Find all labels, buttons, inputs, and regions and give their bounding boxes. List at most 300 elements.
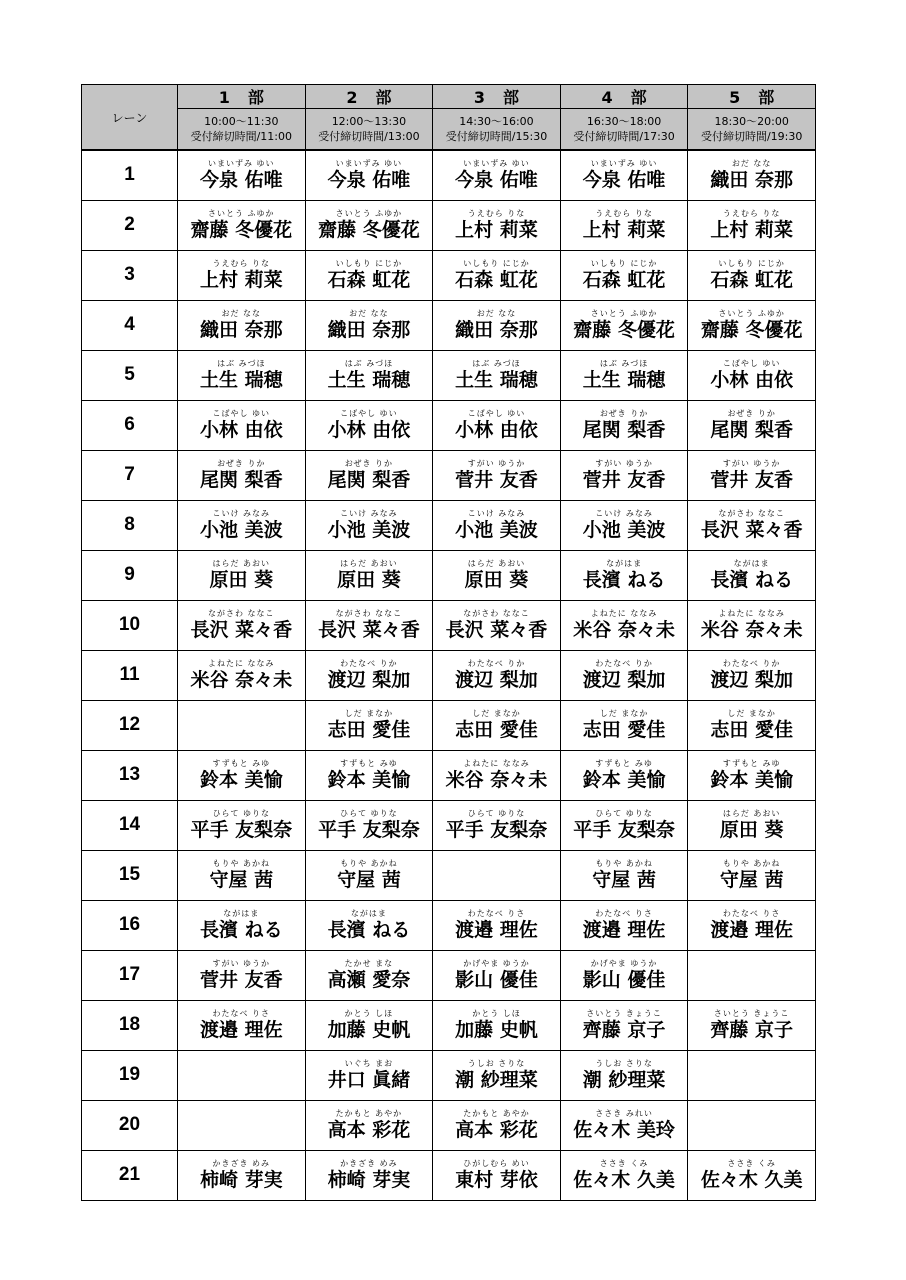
- part-2-heading: [305, 85, 433, 109]
- member-name: 井口 眞緒: [327, 1069, 411, 1091]
- member-name: 小池 美波: [582, 519, 666, 541]
- member-cell: [433, 1000, 561, 1050]
- member-name-block: [455, 460, 538, 490]
- member-name-block: [710, 160, 793, 190]
- furigana: すずもと みゆ: [212, 759, 271, 768]
- member-name-block: [583, 710, 666, 740]
- member-cell: [688, 900, 816, 950]
- member-name-block: [200, 410, 283, 440]
- part-number: 1: [218, 88, 230, 107]
- member-name-block: [710, 560, 793, 590]
- member-name-block: [583, 960, 666, 990]
- member-name: 今泉 佑唯: [327, 169, 411, 192]
- member-name-block: [583, 360, 666, 390]
- part-unit: 部: [247, 88, 264, 107]
- part-2-times: [305, 109, 433, 151]
- lane-schedule-table: [81, 84, 816, 1201]
- furigana: いしもり にじか: [590, 259, 658, 268]
- member-name-block: [328, 910, 411, 940]
- member-name-block: [583, 560, 666, 590]
- member-name: 菅井 友香: [199, 969, 283, 991]
- member-name-block: [583, 660, 666, 690]
- lane-row: [82, 650, 816, 700]
- member-name-block: [573, 810, 675, 840]
- lane-row: [82, 250, 816, 300]
- member-name: 渡辺 梨加: [327, 669, 411, 691]
- member-cell: [178, 800, 306, 850]
- lane-number: 1: [82, 150, 178, 200]
- member-name: 東村 芽依: [455, 1169, 538, 1191]
- member-cell: [560, 1150, 688, 1200]
- member-cell: [560, 750, 688, 800]
- furigana: こいけ みなみ: [467, 509, 526, 518]
- furigana: おぜき りか: [344, 459, 394, 468]
- member-name: 渡邉 理佐: [199, 1019, 283, 1041]
- member-cell: [178, 600, 306, 650]
- lane-number: 3: [82, 250, 178, 300]
- part-unit: 部: [375, 88, 392, 107]
- member-name: 石森 虹花: [582, 269, 666, 291]
- furigana: おだ なな: [476, 309, 517, 318]
- furigana: しだ まなか: [727, 709, 776, 718]
- lane-column-header: レーン: [82, 85, 178, 151]
- furigana: はぶ みづほ: [217, 359, 266, 368]
- member-cell: [305, 350, 433, 400]
- member-name-block: [583, 1060, 666, 1090]
- member-cell: [433, 950, 561, 1000]
- member-cell: [433, 500, 561, 550]
- member-name-block: [573, 610, 675, 640]
- member-name: 潮 紗理菜: [582, 1069, 666, 1091]
- furigana: わたなべ りか: [467, 659, 526, 668]
- furigana: かとう しほ: [472, 1009, 521, 1018]
- lane-row: [82, 150, 816, 200]
- furigana: わたなべ りさ: [467, 909, 526, 918]
- lane-number: 9: [82, 550, 178, 600]
- member-name: 原田 葵: [719, 819, 784, 841]
- schedule-header: [82, 85, 816, 151]
- member-cell: [688, 200, 816, 250]
- member-cell: [178, 1150, 306, 1200]
- member-name: 今泉 佑唯: [199, 169, 283, 192]
- member-name: 佐々木 久美: [700, 1169, 803, 1191]
- member-name: 齊藤 京子: [710, 1019, 793, 1041]
- member-cell: [178, 650, 306, 700]
- member-name-block: [710, 910, 793, 940]
- member-name-block: [455, 310, 538, 340]
- session-time: 12:00～13:30: [331, 115, 407, 128]
- member-name-block: [583, 210, 666, 240]
- member-name: 上村 莉菜: [455, 219, 538, 241]
- member-name: 高瀬 愛奈: [327, 969, 411, 991]
- furigana: さいとう ふゆか: [208, 209, 275, 218]
- member-name-block: [710, 210, 793, 240]
- lane-row: [82, 1050, 816, 1100]
- furigana: こいけ みなみ: [340, 509, 398, 518]
- furigana: こばやし ゆい: [467, 409, 526, 418]
- member-name-block: [465, 560, 529, 590]
- member-cell: [560, 650, 688, 700]
- member-cell: [688, 800, 816, 850]
- furigana: おぜき りか: [727, 409, 776, 418]
- member-cell: [433, 150, 561, 200]
- furigana: すずもと みゆ: [340, 759, 398, 768]
- member-name-block: [200, 960, 283, 990]
- member-name-block: [455, 410, 538, 440]
- furigana: いしもり にじか: [463, 259, 530, 268]
- member-name: 織田 奈那: [710, 169, 793, 192]
- furigana: しだ まなか: [344, 709, 394, 718]
- member-name: 鈴本 美愉: [710, 769, 793, 791]
- lane-number: 7: [82, 450, 178, 500]
- member-cell: [178, 750, 306, 800]
- furigana: いまいずみ ゆい: [208, 159, 275, 169]
- lane-number: 18: [82, 1000, 178, 1050]
- furigana: かとう しほ: [344, 1009, 394, 1018]
- member-name: 平手 友梨奈: [573, 819, 675, 841]
- furigana: ひらて ゆりな: [595, 809, 653, 818]
- member-name: 土生 瑞穂: [455, 369, 538, 391]
- member-name-block: [337, 560, 401, 590]
- reception-cutoff: 受付締切時間/15:30: [445, 130, 548, 143]
- furigana: さいとう ふゆか: [590, 309, 658, 318]
- lane-row: [82, 950, 816, 1000]
- lane-row: [82, 1150, 816, 1200]
- member-cell: [305, 150, 433, 200]
- furigana: はらだ あおい: [722, 809, 781, 818]
- member-cell: [560, 900, 688, 950]
- furigana: いぐち まお: [344, 1059, 394, 1068]
- member-cell: [305, 500, 433, 550]
- member-cell: [433, 1150, 561, 1200]
- member-cell: [560, 400, 688, 450]
- member-cell: [560, 450, 688, 500]
- member-name-block: [710, 460, 793, 490]
- member-cell: [433, 750, 561, 800]
- member-name: 長沢 菜々香: [700, 519, 803, 541]
- furigana: ささき くみ: [727, 1159, 776, 1168]
- member-cell: [305, 750, 433, 800]
- member-cell: [560, 800, 688, 850]
- member-name: 鈴本 美愉: [199, 769, 283, 791]
- furigana: はぶ みづほ: [472, 359, 521, 368]
- member-name: 織田 奈那: [455, 319, 538, 341]
- member-name: 小池 美波: [327, 519, 411, 541]
- member-name-block: [446, 760, 548, 790]
- furigana: さいとう きょうこ: [586, 1009, 662, 1018]
- part-1-heading: [178, 85, 306, 109]
- furigana: ひらて ゆりな: [467, 809, 526, 818]
- member-cell: [433, 1050, 561, 1100]
- furigana: はらだ あおい: [212, 559, 271, 568]
- lane-number: 19: [82, 1050, 178, 1100]
- member-name-block: [701, 1160, 803, 1190]
- furigana: しだ まなか: [599, 709, 649, 718]
- member-cell: [560, 300, 688, 350]
- member-cell: [433, 300, 561, 350]
- lane-row: [82, 550, 816, 600]
- furigana: よねたに ななみ: [463, 759, 530, 768]
- reception-cutoff: 受付締切時間/17:30: [573, 130, 675, 143]
- member-name-block: [328, 710, 411, 740]
- member-name: 高本 彩花: [327, 1119, 411, 1141]
- session-time: 16:30～18:00: [586, 115, 662, 128]
- member-name-block: [710, 660, 793, 690]
- member-name: 米谷 奈々未: [445, 769, 548, 791]
- part-4-times: [560, 109, 688, 151]
- member-cell: [560, 500, 688, 550]
- member-cell: [688, 850, 816, 900]
- member-cell: [305, 850, 433, 900]
- member-name: 影山 優佳: [455, 969, 538, 991]
- member-cell: [433, 450, 561, 500]
- member-cell: [433, 550, 561, 600]
- member-name-block: [209, 560, 273, 590]
- member-name-block: [455, 360, 538, 390]
- member-name: 長濱 ねる: [582, 569, 666, 591]
- member-name: 土生 瑞穂: [582, 369, 666, 391]
- member-name-block: [583, 1010, 666, 1040]
- member-name-block: [583, 410, 666, 440]
- furigana: ささき みれい: [595, 1109, 653, 1118]
- member-cell: [433, 650, 561, 700]
- part-4-heading: [560, 85, 688, 109]
- member-cell: [560, 150, 688, 200]
- lane-row: [82, 750, 816, 800]
- member-cell: [305, 600, 433, 650]
- member-name-block: [710, 260, 793, 290]
- lane-row: [82, 200, 816, 250]
- member-cell: [305, 400, 433, 450]
- member-name-block: [583, 510, 666, 540]
- furigana: ささき くみ: [599, 1159, 649, 1168]
- member-cell: [688, 950, 816, 1000]
- member-name-block: [200, 260, 283, 290]
- member-name-block: [200, 360, 283, 390]
- furigana: はぶ みづほ: [344, 359, 394, 368]
- member-cell: [688, 700, 816, 750]
- member-name-block: [328, 410, 411, 440]
- member-name: 守屋 茜: [337, 869, 401, 891]
- member-name: 渡邉 理佐: [582, 919, 666, 941]
- member-name-block: [573, 310, 675, 340]
- member-name: 米谷 奈々未: [190, 669, 293, 691]
- member-name-block: [710, 410, 793, 440]
- member-name: 齋藤 冬優花: [700, 319, 803, 341]
- member-name: 尾関 梨香: [710, 419, 793, 441]
- member-cell: [178, 850, 306, 900]
- member-name-block: [583, 260, 666, 290]
- lane-number: 11: [82, 650, 178, 700]
- furigana: うえむら りな: [722, 209, 781, 218]
- member-name-block: [583, 160, 666, 190]
- member-cell: [688, 250, 816, 300]
- furigana: よねたに ななみ: [208, 659, 275, 668]
- member-cell: [433, 850, 561, 900]
- member-name-block: [200, 460, 283, 490]
- member-cell: [688, 400, 816, 450]
- member-name: 米谷 奈々未: [573, 619, 675, 641]
- member-name-block: [710, 1010, 793, 1040]
- member-name: 長沢 菜々香: [445, 619, 548, 641]
- furigana: もりや あかね: [722, 859, 781, 868]
- reception-cutoff: 受付締切時間/13:00: [318, 130, 420, 143]
- furigana: かげやま ゆうか: [463, 959, 530, 968]
- lane-number: 17: [82, 950, 178, 1000]
- part-unit: 部: [758, 88, 775, 107]
- member-name: 上村 莉菜: [710, 219, 793, 241]
- furigana: すがい ゆうか: [722, 459, 781, 468]
- member-cell: [560, 850, 688, 900]
- lane-row: [82, 500, 816, 550]
- furigana: こばやし ゆい: [722, 359, 781, 368]
- member-name: 渡邉 理佐: [455, 919, 538, 941]
- member-cell: [178, 900, 306, 950]
- member-cell: [560, 550, 688, 600]
- lane-row: [82, 450, 816, 500]
- member-name-block: [328, 760, 411, 790]
- member-name: 今泉 佑唯: [582, 169, 666, 192]
- member-name: 守屋 茜: [592, 869, 656, 891]
- member-name: 志田 愛佳: [710, 719, 793, 741]
- member-name: 尾関 梨香: [327, 469, 411, 491]
- member-name-block: [200, 760, 283, 790]
- member-name-block: [328, 960, 411, 990]
- member-name: 渡辺 梨加: [455, 669, 538, 691]
- member-name: 菅井 友香: [710, 469, 793, 491]
- member-name-block: [455, 1060, 538, 1090]
- member-cell: [560, 1100, 688, 1150]
- furigana: もりや あかね: [340, 859, 398, 868]
- member-cell: [560, 1050, 688, 1100]
- member-cell: [178, 150, 306, 200]
- member-cell: [688, 650, 816, 700]
- member-name: 渡邉 理佐: [710, 919, 793, 941]
- member-name: 加藤 史帆: [455, 1019, 538, 1041]
- member-cell: [178, 1000, 306, 1050]
- member-name-block: [583, 760, 666, 790]
- member-name-block: [573, 1110, 675, 1140]
- furigana: かきざき めみ: [212, 1159, 271, 1168]
- lane-number: 13: [82, 750, 178, 800]
- furigana: ながさわ ななこ: [463, 609, 530, 618]
- member-name: 石森 虹花: [455, 269, 538, 291]
- part-number: 4: [601, 88, 613, 107]
- member-name-block: [318, 610, 420, 640]
- member-name: 尾関 梨香: [199, 469, 283, 491]
- member-cell: [305, 1150, 433, 1200]
- furigana: わたなべ りか: [340, 659, 398, 668]
- furigana: いまいずみ ゆい: [335, 159, 403, 169]
- member-name: 原田 葵: [209, 569, 274, 591]
- lane-row: [82, 800, 816, 850]
- lane-number: 16: [82, 900, 178, 950]
- member-cell: [305, 900, 433, 950]
- member-cell: [433, 800, 561, 850]
- furigana: いしもり にじか: [335, 259, 403, 268]
- lane-row: [82, 400, 816, 450]
- furigana: すがい ゆうか: [467, 459, 526, 468]
- part-number-row: [82, 85, 816, 109]
- member-name: 織田 奈那: [199, 319, 283, 341]
- member-name-block: [701, 510, 803, 540]
- member-name: 志田 愛佳: [582, 719, 666, 741]
- member-cell: [178, 950, 306, 1000]
- furigana: わたなべ りさ: [722, 909, 781, 918]
- furigana: ながはま: [606, 559, 643, 568]
- member-cell: [305, 800, 433, 850]
- member-cell: [305, 1100, 433, 1150]
- member-name: 石森 虹花: [710, 269, 793, 291]
- furigana: たかもと あやか: [463, 1109, 530, 1118]
- member-name: 長濱 ねる: [199, 919, 283, 941]
- lane-number: 5: [82, 350, 178, 400]
- member-name-block: [209, 860, 273, 890]
- member-name-block: [455, 1110, 538, 1140]
- member-cell: [305, 550, 433, 600]
- member-cell: [560, 700, 688, 750]
- lane-row: [82, 700, 816, 750]
- member-cell: [305, 200, 433, 250]
- part-3-heading: [433, 85, 561, 109]
- member-cell: [433, 200, 561, 250]
- furigana: はぶ みづほ: [599, 359, 649, 368]
- member-name: 織田 奈那: [327, 319, 411, 341]
- member-name: 渡辺 梨加: [710, 669, 793, 691]
- member-cell: [305, 250, 433, 300]
- part-5-heading: [688, 85, 816, 109]
- member-cell: [178, 550, 306, 600]
- member-name-block: [200, 1160, 283, 1190]
- lane-number: 4: [82, 300, 178, 350]
- member-cell: [688, 150, 816, 200]
- furigana: もりや あかね: [595, 859, 653, 868]
- member-name: 石森 虹花: [327, 269, 411, 291]
- member-name-block: [701, 310, 803, 340]
- member-name: 影山 優佳: [582, 969, 666, 991]
- member-name-block: [190, 610, 292, 640]
- member-cell: [305, 650, 433, 700]
- furigana: さいとう ふゆか: [718, 309, 785, 318]
- member-name: 鈴本 美愉: [327, 769, 411, 791]
- furigana: こいけ みなみ: [595, 509, 653, 518]
- furigana: たかせ まな: [344, 959, 394, 968]
- furigana: わたなべ りさ: [212, 1009, 271, 1018]
- member-name-block: [446, 610, 548, 640]
- furigana: わたなべ りか: [595, 659, 653, 668]
- member-name: 上村 莉菜: [199, 269, 283, 291]
- lane-row: [82, 1000, 816, 1050]
- furigana: はらだ あおい: [467, 559, 526, 568]
- member-name: 今泉 佑唯: [455, 169, 538, 192]
- member-name: 原田 葵: [464, 569, 529, 591]
- member-cell: [305, 1000, 433, 1050]
- furigana: すずもと みゆ: [595, 759, 653, 768]
- member-name: 上村 莉菜: [582, 219, 666, 241]
- part-unit: 部: [630, 88, 647, 107]
- furigana: ひらて ゆりな: [212, 809, 271, 818]
- member-cell: [305, 700, 433, 750]
- member-name-block: [583, 460, 666, 490]
- member-name-block: [455, 510, 538, 540]
- member-name-block: [573, 1160, 675, 1190]
- member-name-block: [318, 210, 420, 240]
- member-name-block: [328, 660, 411, 690]
- furigana: よねたに ななみ: [718, 609, 785, 618]
- member-cell: [688, 1100, 816, 1150]
- furigana: いまいずみ ゆい: [463, 159, 530, 169]
- member-cell: [178, 1100, 306, 1150]
